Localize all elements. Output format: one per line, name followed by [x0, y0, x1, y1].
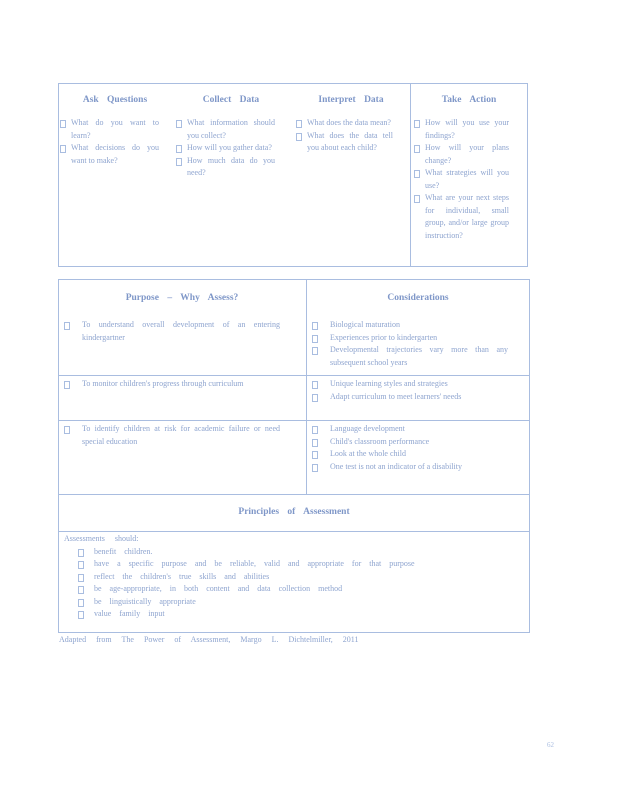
collect-data-heading: Collect Data [202, 95, 260, 105]
list-item: Unique learning styles and strategies [312, 378, 508, 391]
principles-heading: Principles of Assessment [238, 507, 350, 517]
list-item: What do you want to learn? [60, 117, 159, 142]
considerations-row-3 [312, 423, 508, 473]
row-divider [58, 375, 530, 376]
list-item: What information should you collect? [176, 117, 275, 142]
page-number: 62 [547, 741, 554, 749]
principles-section [64, 533, 484, 621]
interpret-data-heading: Interpret Data [318, 95, 384, 105]
list-item: Child's classroom performance [312, 436, 508, 449]
row-divider [58, 420, 530, 421]
purpose-row-2 [64, 378, 280, 391]
list-item: What are your next steps for individual, small group, and/or large group instruction? [414, 192, 509, 242]
list-item: One test is not an indicator of a disability [312, 461, 508, 474]
list-item: To monitor children's progress through curriculum [64, 378, 280, 391]
list-item: What strategies will you use? [414, 167, 509, 192]
purpose-divider [306, 279, 307, 494]
principles-intro: Assessments should: [64, 534, 139, 543]
purpose-row-3 [64, 423, 280, 448]
cycle-col-collect [176, 95, 286, 180]
list-item: How much data do you need? [176, 155, 275, 180]
list-item: Experiences prior to kindergarten [312, 332, 508, 345]
list-item: be linguistically appropriate [76, 596, 484, 609]
cycle-col-action [414, 95, 524, 242]
row-divider [58, 531, 530, 532]
purpose-row-1 [64, 319, 280, 344]
citation: Adapted from The Power of Assessment, Margo L. Dichtelmiller, 2011 [59, 635, 359, 644]
considerations-row-2 [312, 378, 508, 403]
list-item: Developmental trajectories vary more than any subsequent school years [312, 344, 508, 369]
ask-questions-heading: Ask Questions [82, 95, 148, 105]
list-item: be age-appropriate, in both content and data collection method [76, 583, 484, 596]
purpose-heading: Purpose – Why Assess? [125, 293, 239, 303]
list-item: Biological maturation [312, 319, 508, 332]
take-action-heading: Take Action [441, 95, 497, 105]
cycle-col-interpret [296, 95, 406, 155]
list-item: benefit children. [76, 546, 484, 559]
list-item: value family input [76, 608, 484, 621]
row-divider [58, 494, 530, 495]
list-item: What does the data mean? [296, 117, 393, 130]
list-item: reflect the children's true skills and abilities [76, 571, 484, 584]
cycle-col-ask [60, 95, 170, 167]
list-item: What does the data tell you about each child? [296, 130, 393, 155]
list-item: How will your plans change? [414, 142, 509, 167]
list-item: To understand overall development of an entering kindergartner [64, 319, 280, 344]
list-item: What decisions do you want to make? [60, 142, 159, 167]
list-item: have a specific purpose and be reliable, valid and appropriate for that purpose [76, 558, 484, 571]
list-item: To identify children at risk for academic failure or need special education [64, 423, 280, 448]
list-item: How will you gather data? [176, 142, 275, 155]
considerations-heading: Considerations [387, 293, 449, 303]
list-item: Adapt curriculum to meet learners' needs [312, 391, 508, 404]
cycle-divider [410, 83, 411, 267]
considerations-row-1 [312, 319, 508, 369]
list-item: How will you use your findings? [414, 117, 509, 142]
list-item: Language development [312, 423, 508, 436]
list-item: Look at the whole child [312, 448, 508, 461]
